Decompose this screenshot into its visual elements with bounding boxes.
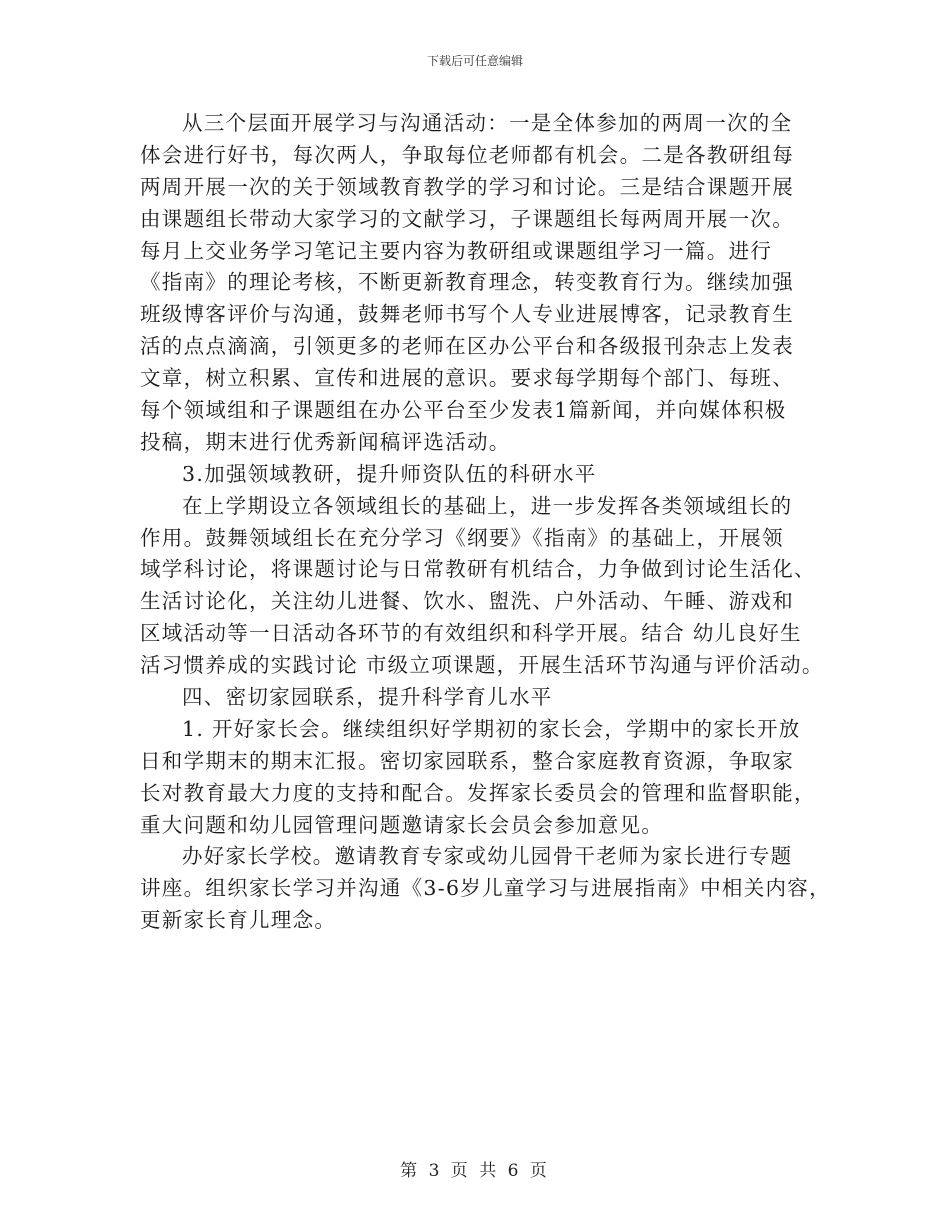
text-line: 由课题组长带动大家学习的文献学习，子课题组长每两周开展一次。 [140, 206, 794, 231]
text-line: 活的点点滴滴，引领更多的老师在区办公平台和各级报刊杂志上发表 [140, 334, 794, 359]
text-line: 作用。鼓舞领域组长在充分学习《纲要》《指南》的基础上，开展领 [140, 525, 784, 550]
text-line: 每月上交业务学习笔记主要内容为教研组或课题组学习一篇。进行 [140, 238, 773, 263]
header-note: 下载后可任意编辑 [426, 54, 523, 68]
text-line: 在上学期设立各领域组长的基础上，进一步发挥各类领域组长的 [182, 493, 793, 518]
text-line: 域学科讨论，将课题讨论与日常教研有机结合，力争做到讨论生活化、 [140, 557, 816, 582]
text-line: 讲座。组织家长学习并沟通《3-6岁儿童学习与进展指南》中相关内容， [140, 876, 831, 901]
text-line: 文章，树立积累、宣传和进展的意识。要求每学期每个部门、每班、 [140, 366, 794, 391]
body-text [140, 108, 831, 937]
text-line: 长对教育最大力度的支持和配合。发挥家长委员会的管理和监督职能， [140, 780, 816, 805]
text-line: 1. 开好家长会。继续组织好学期初的家长会，学期中的家长开放 [182, 716, 801, 741]
text-line: 办好家长学校。邀请教育专家或幼儿园骨干老师为家长进行专题 [182, 844, 793, 869]
page-footer: 第 3 页 共 6 页 [400, 1161, 550, 1181]
section-heading: 3.加强领域教研，提升师资队伍的科研水平 [182, 461, 597, 486]
text-line: 日和学期末的期末汇报。密切家园联系，整合家庭教育资源，争取家 [140, 748, 794, 773]
section-heading: 四、密切家园联系，提升科学育儿水平 [182, 685, 553, 710]
text-line: 区域活动等一日活动各环节的有效组织和科学开展。结合 幼儿良好生 [140, 621, 802, 646]
text-line: 重大问题和幼儿园管理问题邀请家长会员会参加意见。 [140, 812, 664, 837]
text-line: 更新家长育儿理念。 [140, 908, 337, 933]
text-line: 每个领域组和子课题组在办公平台至少发表1篇新闻，并向媒体积极 [140, 398, 787, 423]
text-line: 生活讨论化，关注幼儿进餐、饮水、盥洗、户外活动、午睡、游戏和 [140, 589, 794, 614]
text-line: 活习惯养成的实践讨论 市级立项课题，开展生活环节沟通与评价活动。 [140, 653, 824, 678]
text-line: 体会进行好书，每次两人，争取每位老师都有机会。二是各教研组每 [140, 142, 794, 167]
text-line: 从三个层面开展学习与沟通活动：一是全体参加的两周一次的全 [182, 111, 793, 135]
text-line: 两周开展一次的关于领域教育教学的学习和讨论。三是结合课题开展 [140, 174, 794, 199]
text-line: 班级博客评价与沟通，鼓舞老师书写个人专业进展博客，记录教育生 [140, 302, 794, 327]
text-line: 投稿，期末进行优秀新闻稿评选活动。 [140, 429, 511, 454]
text-line: 《指南》的理论考核，不断更新教育理念，转变教育行为。继续加强 [140, 270, 794, 295]
